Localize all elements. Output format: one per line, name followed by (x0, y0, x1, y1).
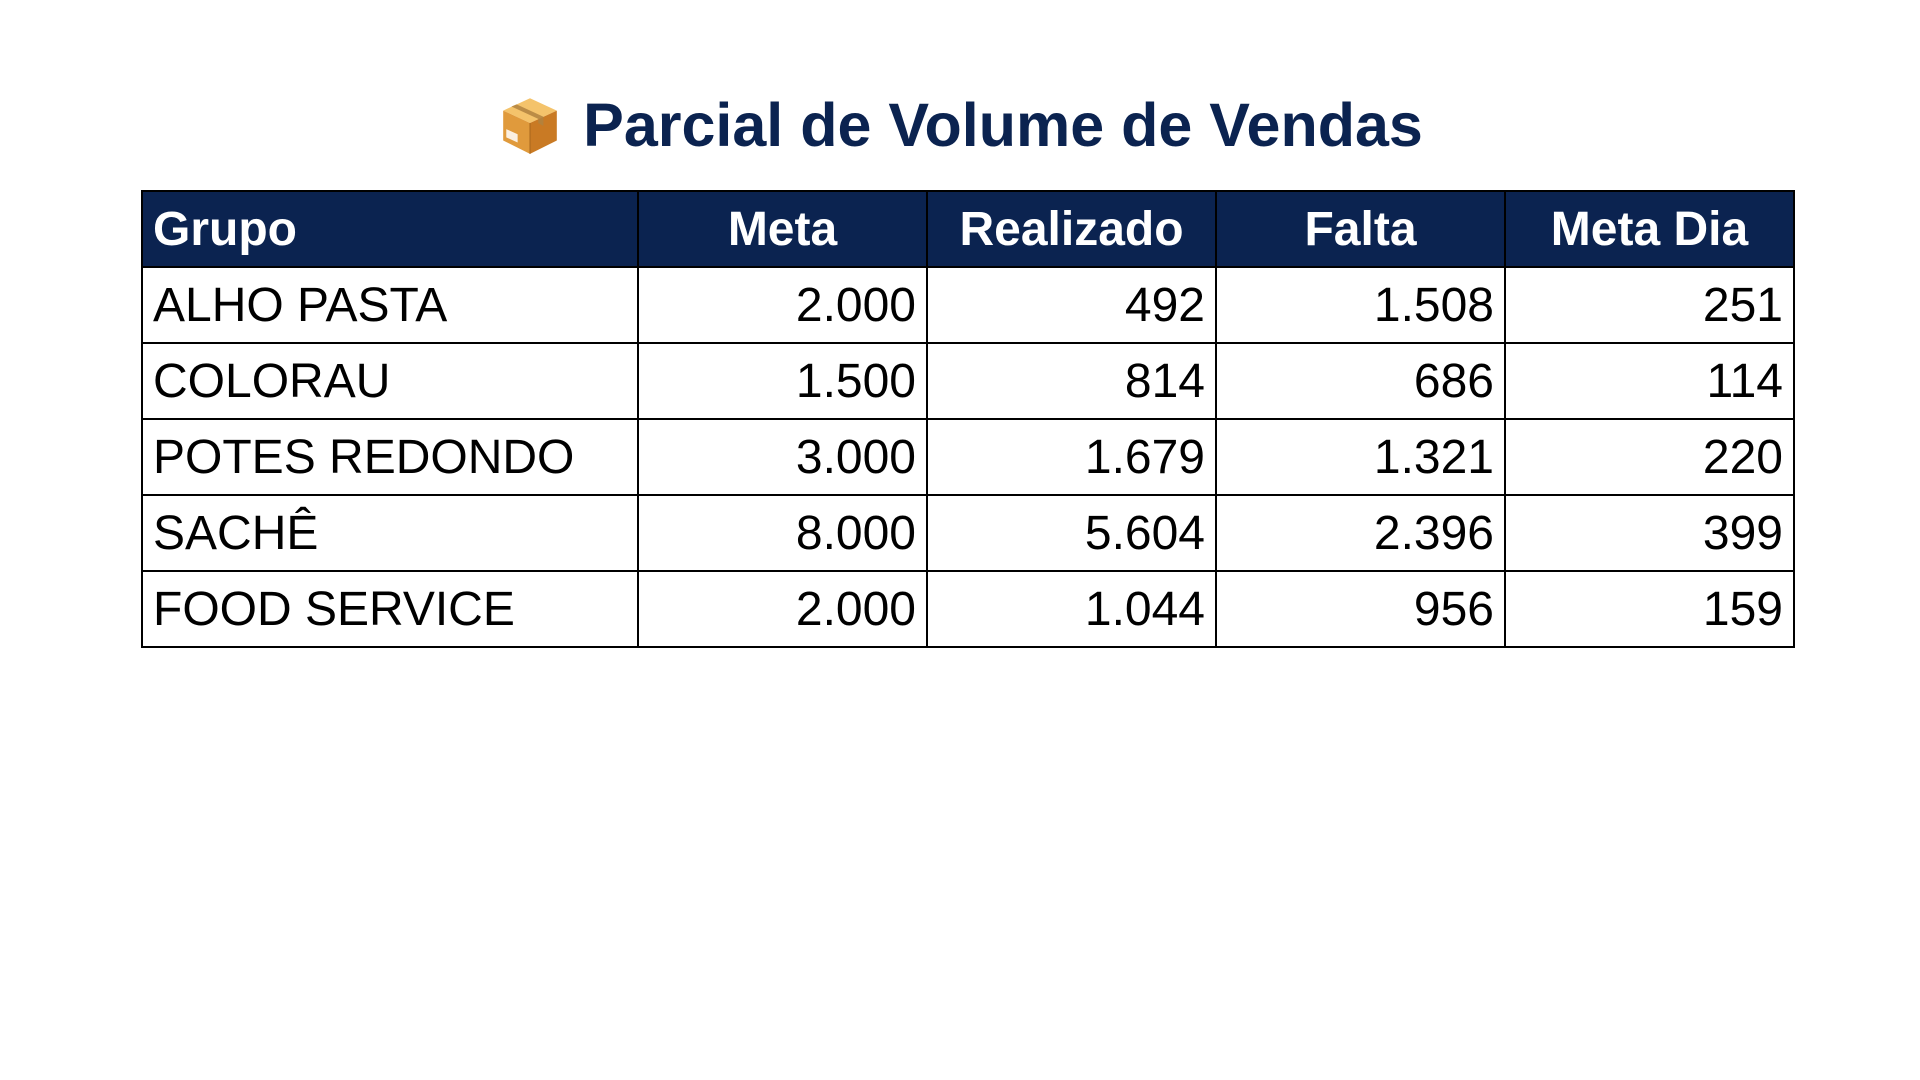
cell-grupo: POTES REDONDO (142, 419, 638, 495)
table-row (142, 343, 1794, 419)
cell-meta-dia: 399 (1505, 495, 1794, 571)
column-header-realizado: Realizado (927, 191, 1216, 267)
cell-falta: 1.508 (1216, 267, 1505, 343)
column-header-meta: Meta (638, 191, 927, 267)
cell-falta: 2.396 (1216, 495, 1505, 571)
cell-realizado: 1.044 (927, 571, 1216, 647)
cell-falta: 686 (1216, 343, 1505, 419)
cell-meta-dia: 114 (1505, 343, 1794, 419)
title-row (0, 88, 1920, 162)
cell-meta: 2.000 (638, 267, 927, 343)
cell-falta: 956 (1216, 571, 1505, 647)
cell-meta: 8.000 (638, 495, 927, 571)
cell-realizado: 5.604 (927, 495, 1216, 571)
page-title: Parcial de Volume de Vendas (583, 91, 1423, 159)
cell-grupo: COLORAU (142, 343, 638, 419)
cell-falta: 1.321 (1216, 419, 1505, 495)
table-header-row (142, 191, 1794, 267)
cell-realizado: 814 (927, 343, 1216, 419)
cell-realizado: 492 (927, 267, 1216, 343)
sales-volume-table (141, 190, 1795, 648)
sales-volume-table-container (141, 190, 1792, 648)
table-row (142, 419, 1794, 495)
cell-grupo: FOOD SERVICE (142, 571, 638, 647)
table-row (142, 571, 1794, 647)
cell-meta-dia: 159 (1505, 571, 1794, 647)
cell-meta-dia: 220 (1505, 419, 1794, 495)
cell-grupo: SACHÊ (142, 495, 638, 571)
column-header-falta: Falta (1216, 191, 1505, 267)
cell-meta: 3.000 (638, 419, 927, 495)
table-row (142, 495, 1794, 571)
cell-meta-dia: 251 (1505, 267, 1794, 343)
cell-meta: 2.000 (638, 571, 927, 647)
column-header-meta-dia: Meta Dia (1505, 191, 1794, 267)
cell-realizado: 1.679 (927, 419, 1216, 495)
cell-grupo: ALHO PASTA (142, 267, 638, 343)
package-box-icon (497, 92, 563, 158)
table-row (142, 267, 1794, 343)
cell-meta: 1.500 (638, 343, 927, 419)
column-header-grupo: Grupo (142, 191, 638, 267)
